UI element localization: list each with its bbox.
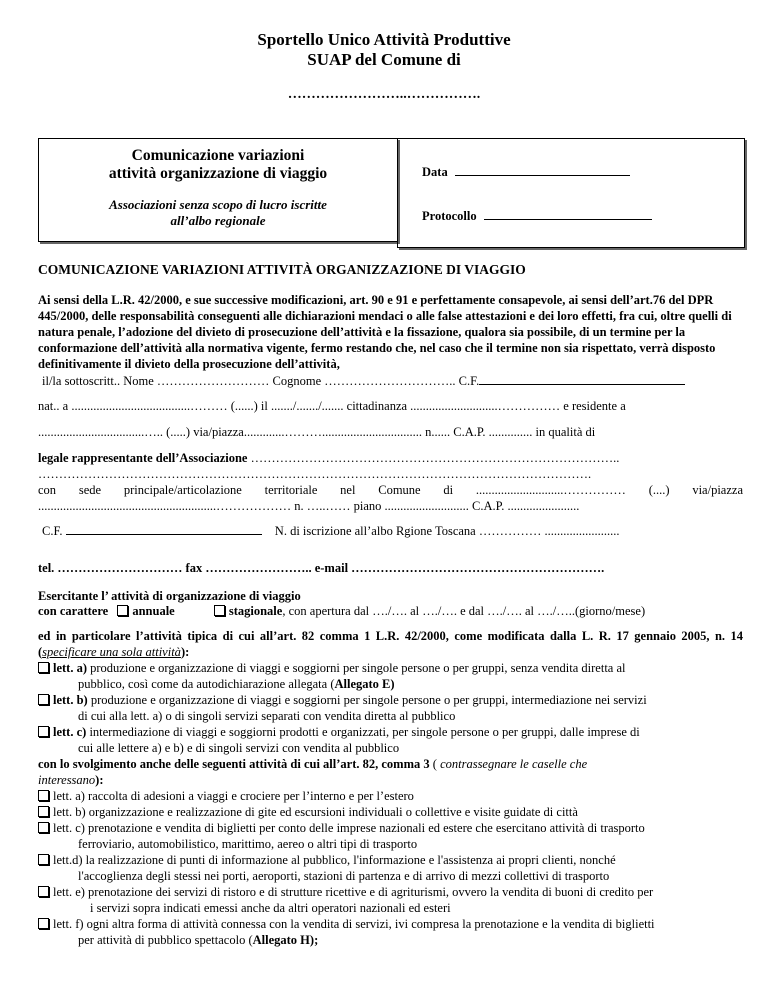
box-subtitle-1: Associazioni senza scopo di lucro iscritte	[109, 197, 327, 212]
related-item-c[interactable]: lett. c) prenotazione e vendita di biglietti per conto delle imprese nazionali ed estere che esercitano attività di trasporto ferroviario, automobilistico, marittimo, aereo o altri tipi di trasporto	[38, 820, 743, 852]
box-title-2: attività organizzazione di viaggio	[108, 165, 328, 182]
option-b-checkbox[interactable]	[38, 694, 49, 705]
comune-placeholder: ……………………..…………….	[287, 87, 481, 102]
related-d-checkbox[interactable]	[38, 854, 49, 865]
registration-box	[397, 138, 745, 248]
association-cf-input-line[interactable]	[66, 522, 262, 535]
option-b[interactable]: lett. b) produzione e organizzazione di viaggi e soggiorni per singole persone o per gruppi, intermediazione nei servizi di cui alla lett. a) o di singoli servizi separati con vendita diretta al pubblico	[38, 692, 743, 724]
box-title-1: Comunicazione variazioni	[131, 147, 305, 164]
stagionale-checkbox[interactable]	[214, 605, 225, 616]
option-a[interactable]: lett. a) produzione e organizzazione di viaggi e soggiorni per singole persone o per gruppi, senza vendita diretta al pubblico, così come da autodichiarazione allegata (Allegato E)	[38, 660, 743, 692]
related-item-d[interactable]: lett.d) la realizzazione di punti di informazione al pubblico, l'informazione e l'assistenza ai propri clienti, nonché l'accoglienza degli stessi nei porti, aeroporti, stazioni di partenza e di arrivo di mezzi collettivi di trasporto	[38, 852, 743, 884]
protocollo-input-line[interactable]	[484, 207, 652, 220]
section-title: COMUNICAZIONE VARIAZIONI ATTIVITÀ ORGANIZZAZIONE DI VIAGGIO	[38, 262, 526, 277]
option-a-checkbox[interactable]	[38, 662, 49, 673]
related-a-checkbox[interactable]	[38, 790, 49, 801]
related-activities-lead: con lo svolgimento anche delle seguenti attività di cui all’art. 82, comma 3 ( contrassegnare le caselle che interessano):	[38, 757, 588, 787]
form-line-name: il/la sottoscritt.. Nome ……………………… Cognome ………………………….. C.F.	[42, 372, 747, 389]
related-e-checkbox[interactable]	[38, 886, 49, 897]
activity-line: Esercitante l’ attività di organizzazione di viaggio	[38, 589, 301, 603]
header-title-2: SUAP del Comune di	[307, 50, 461, 69]
data-label: Data	[422, 165, 448, 179]
data-input-line[interactable]	[455, 163, 630, 176]
related-f-checkbox[interactable]	[38, 918, 49, 929]
related-item-b[interactable]: lett. b) organizzazione e realizzazione di gite ed escursioni individuali o collettive e visite guidate di città	[38, 804, 743, 820]
form-line-cf: C.F. N. di iscrizione all’albo Rgione Toscana …………… ........................	[42, 524, 620, 538]
typical-activity-lead: ed in particolare l’attività tipica di cui all’art. 82 comma 1 L.R. 42/2000, come modificata dalla L. R. 17 gennaio 2005, n. 14 (specificare una sola attività):	[38, 629, 743, 659]
related-item-a[interactable]: lett. a) raccolta di adesioni a viaggi e crociere per l’interno e per l’estero	[38, 788, 743, 804]
protocollo-label: Protocollo	[422, 209, 477, 223]
form-line-birth: nat.. a ......................................……… (......) il ......./......./....... cittadinanza ............................…………… e residente a	[38, 399, 626, 413]
protocollo-field[interactable]	[422, 207, 652, 224]
annuale-checkbox[interactable]	[117, 605, 128, 616]
related-c-checkbox[interactable]	[38, 822, 49, 833]
box-subtitle-2: all’albo regionale	[170, 213, 266, 228]
form-line-association: legale rappresentante dell’Associazione ……………………………………………………………………………..	[38, 451, 620, 465]
header-title-1: Sportello Unico Attività Produttive	[257, 30, 511, 49]
form-line-contacts: tel. ………………………… fax …………………….. e-mail …………………………………………………….	[38, 561, 605, 575]
related-item-e[interactable]: lett. e) prenotazione dei servizi di ristoro e di strutture ricettive e di agriturismi, ovvero la vendita di buoni di credito per i servizi sopra indicati emessi anche da altri operatori nazionali ed esteri	[38, 884, 743, 916]
document-type-box	[38, 138, 398, 242]
option-c[interactable]: lett. c) intermediazione di viaggi e soggiorni prodotti e organizzati, per singole persone o per gruppi, dalle imprese di cui alle lettere a) e b) e di singoli servizi con vendita al pubblico	[38, 724, 743, 756]
intro-paragraph: Ai sensi della L.R. 42/2000, e sue successive modificazioni, art. 90 e 91 e perfettamente consapevole, ai sensi dell’art.76 del DPR 445/2000, delle responsabilità conseguenti alle dichiarazioni mendaci o alle false attestazioni e dei loro effetti, fra cui, oltre quelli di natura penale, l’adozione del divieto di prosecuzione dell’attività e la fissazione, qualora sia possibile, di un termine per la conformazione dell’attività alla normativa vigente, fermo restando che, nel caso che il termine non sia rispettato, verrà disposto definitivamente il divieto della prosecuzione dell’attività,	[38, 293, 732, 371]
form-line-address: .........................................................……………… n. …..…… piano ........................... C.A.P. .......................	[38, 499, 580, 513]
form-line-seat: con sede principale/articolazione territoriale nel Comune di ............................…………… (....) via/piazza	[38, 483, 743, 497]
data-field[interactable]	[422, 163, 630, 180]
form-line-residence: ..................................….. (.....) via/piazza.............………................................ n...... C.A.P. .............. in qualità di	[38, 425, 596, 439]
cf-input-line[interactable]	[479, 372, 685, 385]
activity-type-line: con carattere annuale stagionale, con apertura dal …./…. al …./…. e dal …./…. al …./…..(giorno/mese)	[38, 604, 646, 618]
related-b-checkbox[interactable]	[38, 806, 49, 817]
related-item-f[interactable]: lett. f) ogni altra forma di attività connessa con la vendita di servizi, ivi compresa la prenotazione e la vendita di biglietti per attività di pubblico spettacolo (Allegato H);	[38, 916, 743, 948]
form-line-association-cont: …………………………………………………………………………………………………………………….	[38, 467, 592, 481]
option-c-checkbox[interactable]	[38, 726, 49, 737]
